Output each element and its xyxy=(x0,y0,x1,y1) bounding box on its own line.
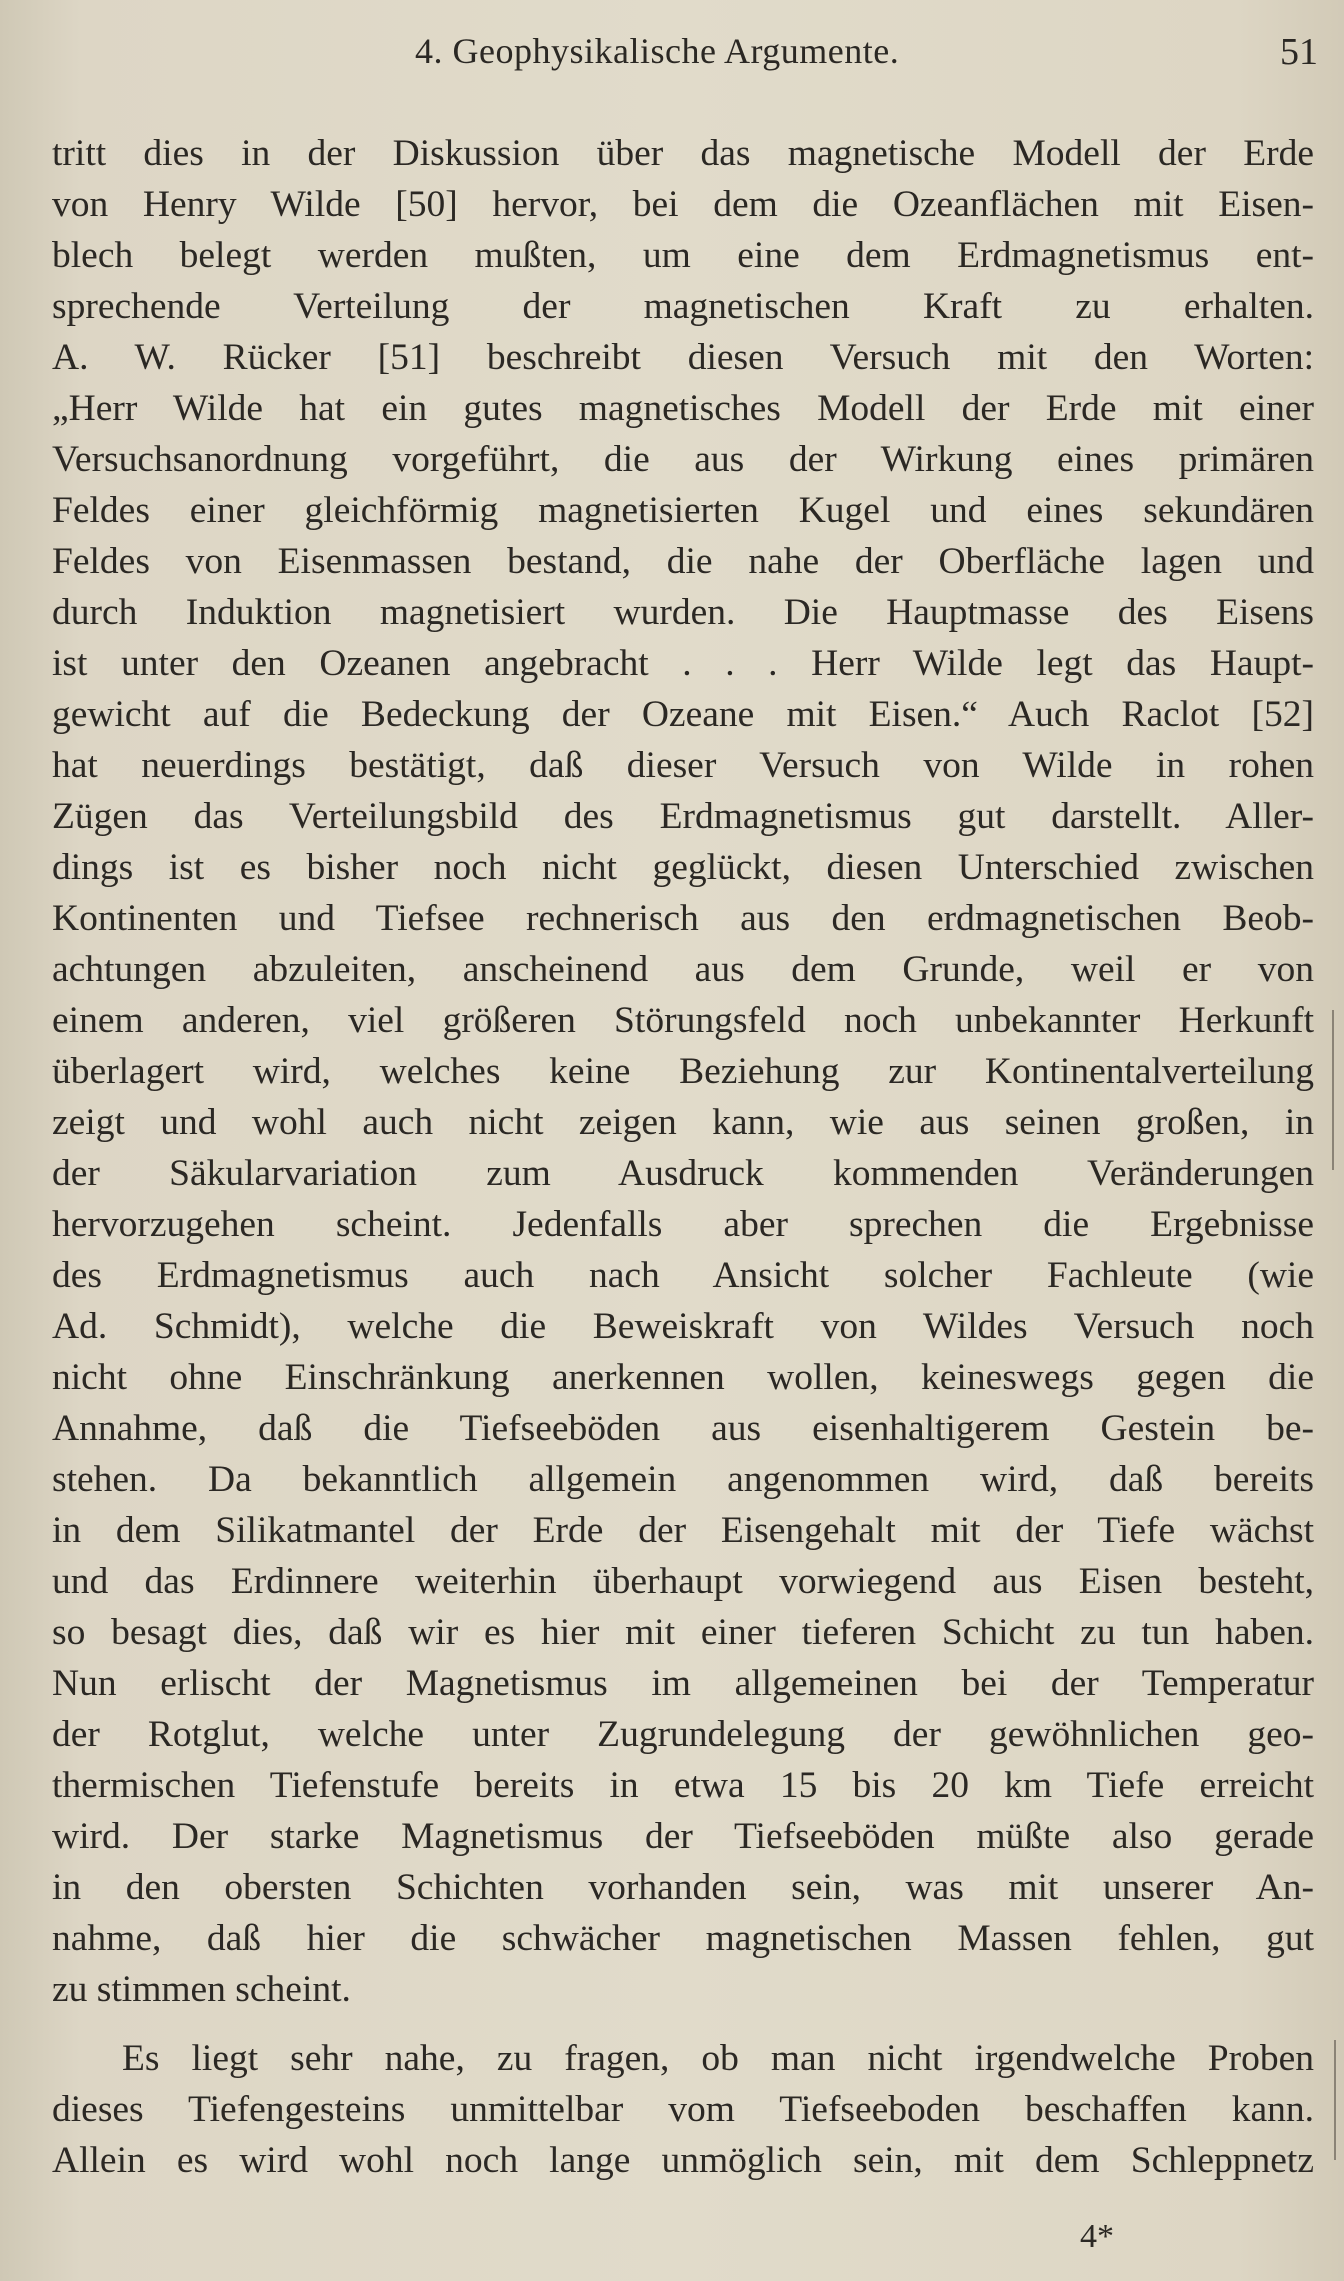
text-line: Es liegt sehr nahe, zu fragen, ob man nicht irgendwelche Proben xyxy=(122,2038,1314,2079)
page-number: 51 xyxy=(1280,31,1318,73)
text-line: „Herr Wilde hat ein gutes magnetisches Modell der Erde mit einer xyxy=(52,388,1314,429)
text-line: einem anderen, viel größeren Störungsfeld noch unbekannter Herkunft xyxy=(52,1000,1314,1041)
text-line: sprechende Verteilung der magnetischen Kraft zu erhalten. xyxy=(52,286,1314,327)
text-line: ist unter den Ozeanen angebracht . . . Herr Wilde legt das Haupt- xyxy=(52,643,1314,684)
text-line: tritt dies in der Diskussion über das magnetische Modell der Erde xyxy=(52,133,1314,174)
paragraph-2 xyxy=(52,2033,1314,2186)
margin-pencil-mark xyxy=(1332,1010,1334,1170)
text-line: Zügen das Verteilungsbild des Erdmagnetismus gut darstellt. Aller- xyxy=(52,796,1314,837)
text-line: der Säkularvariation zum Ausdruck kommenden Veränderungen xyxy=(52,1153,1314,1194)
text-line: wird. Der starke Magnetismus der Tiefseeböden müßte also gerade xyxy=(52,1816,1314,1857)
text-line: Nun erlischt der Magnetismus im allgemeinen bei der Temperatur xyxy=(52,1663,1314,1704)
text-line: durch Induktion magnetisiert wurden. Die Hauptmasse des Eisens xyxy=(52,592,1314,633)
text-line: stehen. Da bekanntlich allgemein angenommen wird, daß bereits xyxy=(52,1459,1314,1500)
text-line: von Henry Wilde [50] hervor, bei dem die Ozeanflächen mit Eisen- xyxy=(52,184,1314,225)
text-line: dings ist es bisher noch nicht geglückt, diesen Unterschied zwischen xyxy=(52,847,1314,888)
text-line: des Erdmagnetismus auch nach Ansicht solcher Fachleute (wie xyxy=(52,1255,1314,1296)
body-text xyxy=(52,128,1314,2186)
text-line: Feldes einer gleichförmig magnetisierten Kugel und eines sekundären xyxy=(52,490,1314,531)
text-line: achtungen abzuleiten, anscheinend aus dem Grunde, weil er von xyxy=(52,949,1314,990)
text-line: hat neuerdings bestätigt, daß dieser Versuch von Wilde in rohen xyxy=(52,745,1314,786)
text-line: thermischen Tiefenstufe bereits in etwa 15 bis 20 km Tiefe erreicht xyxy=(52,1765,1314,1806)
text-line: dieses Tiefengesteins unmittelbar vom Tiefseeboden beschaffen kann. xyxy=(52,2089,1314,2130)
text-line: nicht ohne Einschränkung anerkennen wollen, keineswegs gegen die xyxy=(52,1357,1314,1398)
signature-mark: 4* xyxy=(1080,2218,1114,2255)
text-line: nahme, daß hier die schwächer magnetischen Massen fehlen, gut xyxy=(52,1918,1314,1959)
text-line: Allein es wird wohl noch lange unmöglich sein, mit dem Schleppnetz xyxy=(52,2140,1314,2181)
text-line: blech belegt werden mußten, um eine dem Erdmagnetismus ent- xyxy=(52,235,1314,276)
text-line: A. W. Rücker [51] beschreibt diesen Versuch mit den Worten: xyxy=(52,337,1314,378)
text-line: Annahme, daß die Tiefseeböden aus eisenhaltigerem Gestein be- xyxy=(52,1408,1314,1449)
paragraph-1 xyxy=(52,128,1314,2015)
text-line: zu stimmen scheint. xyxy=(52,1969,351,2010)
running-head: 4. Geophysikalische Argumente. xyxy=(415,31,900,71)
text-line: zeigt und wohl auch nicht zeigen kann, wie aus seinen großen, in xyxy=(52,1102,1314,1143)
text-line: überlagert wird, welches keine Beziehung zur Kontinentalverteilung xyxy=(52,1051,1314,1092)
text-line: Versuchsanordnung vorgeführt, die aus der Wirkung eines primären xyxy=(52,439,1314,480)
text-line: der Rotglut, welche unter Zugrundelegung der gewöhnlichen geo- xyxy=(52,1714,1314,1755)
text-line: hervorzugehen scheint. Jedenfalls aber sprechen die Ergebnisse xyxy=(52,1204,1314,1245)
text-line: Kontinenten und Tiefsee rechnerisch aus den erdmagnetischen Beob- xyxy=(52,898,1314,939)
text-line: in dem Silikatmantel der Erde der Eisengehalt mit der Tiefe wächst xyxy=(52,1510,1314,1551)
text-line: und das Erdinnere weiterhin überhaupt vorwiegend aus Eisen besteht, xyxy=(52,1561,1314,1602)
page-header xyxy=(0,30,1344,80)
text-line: gewicht auf die Bedeckung der Ozeane mit Eisen.“ Auch Raclot [52] xyxy=(52,694,1314,735)
margin-pencil-mark xyxy=(1334,2040,1336,2160)
text-line: so besagt dies, daß wir es hier mit einer tieferen Schicht zu tun haben. xyxy=(52,1612,1314,1653)
text-line: Ad. Schmidt), welche die Beweiskraft von Wildes Versuch noch xyxy=(52,1306,1314,1347)
paragraph-gap xyxy=(52,2015,1314,2033)
text-line: Feldes von Eisenmassen bestand, die nahe der Oberfläche lagen und xyxy=(52,541,1314,582)
text-line: in den obersten Schichten vorhanden sein, was mit unserer An- xyxy=(52,1867,1314,1908)
